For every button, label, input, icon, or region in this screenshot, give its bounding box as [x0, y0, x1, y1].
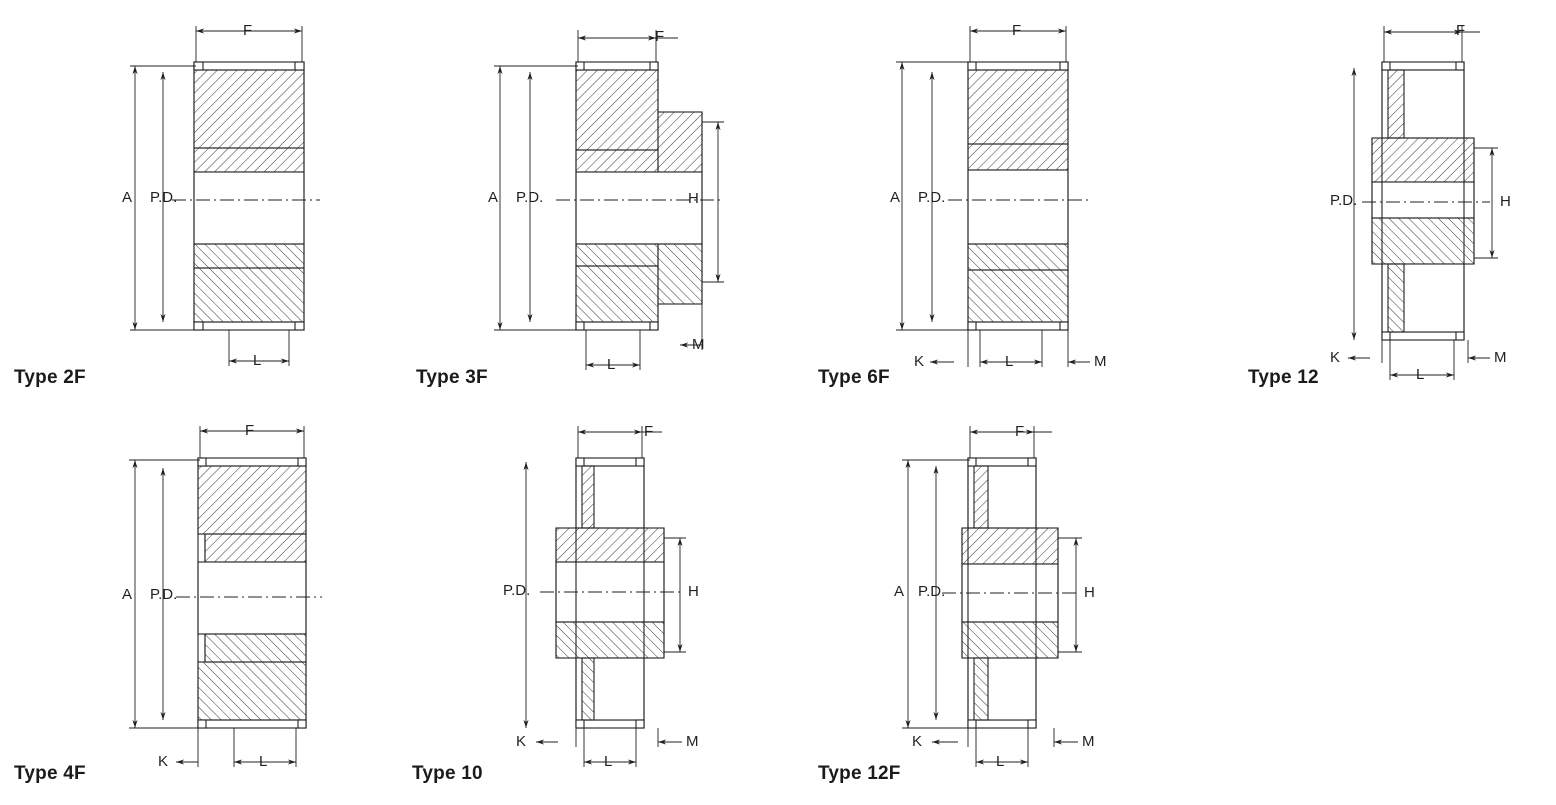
diagram-type-6f	[790, 0, 1190, 400]
diagram-type-2f	[0, 0, 390, 400]
dim-label-l: L	[253, 352, 262, 369]
dim-label-h: H	[1500, 193, 1511, 210]
type-10-drawing	[390, 400, 790, 805]
dim-label-k: K	[158, 753, 169, 770]
type-4f-drawing	[0, 400, 390, 805]
dim-label-l: L	[607, 356, 616, 373]
dim-label-pd: P.D.	[150, 189, 178, 206]
caption-type-12f: Type 12F	[818, 763, 901, 784]
dim-label-f: F	[243, 22, 253, 39]
diagram-type-3f	[390, 0, 790, 400]
caption-type-2f: Type 2F	[14, 367, 86, 388]
dim-label-f: F	[655, 28, 665, 45]
dim-label-f: F	[1456, 22, 1466, 39]
diagram-type-10	[390, 400, 790, 805]
caption-type-6f: Type 6F	[818, 367, 890, 388]
dim-label-a: A	[122, 189, 133, 206]
dim-label-h: H	[688, 190, 699, 207]
dim-label-f: F	[245, 422, 255, 439]
dim-label-h: H	[1084, 584, 1095, 601]
dim-label-pd: P.D.	[150, 586, 178, 603]
dim-label-k: K	[1330, 349, 1341, 366]
diagram-type-12	[1190, 0, 1556, 400]
dim-label-l: L	[1416, 366, 1425, 383]
dim-label-m: M	[1494, 349, 1507, 366]
dim-label-m: M	[1094, 353, 1107, 370]
type-3f-drawing	[390, 0, 790, 400]
dim-label-h: H	[688, 583, 699, 600]
dim-label-m: M	[1082, 733, 1095, 750]
dim-label-a: A	[894, 583, 905, 600]
dim-label-a: A	[122, 586, 133, 603]
dim-label-f: F	[1015, 423, 1025, 440]
diagram-type-4f	[0, 400, 390, 805]
caption-type-12: Type 12	[1248, 367, 1319, 388]
dim-label-a: A	[488, 189, 499, 206]
dim-label-a: A	[890, 189, 901, 206]
dim-label-f: F	[1012, 22, 1022, 39]
caption-type-3f: Type 3F	[416, 367, 488, 388]
dim-label-m: M	[692, 336, 705, 353]
type-6f-drawing	[790, 0, 1190, 400]
dim-label-l: L	[604, 753, 613, 770]
dim-label-pd: P.D.	[1330, 192, 1358, 209]
dim-label-pd: P.D.	[918, 189, 946, 206]
dim-label-m: M	[686, 733, 699, 750]
type-2f-drawing	[0, 0, 390, 400]
type-12f-drawing	[790, 400, 1190, 805]
dim-label-pd: P.D.	[516, 189, 544, 206]
diagram-type-12f	[790, 400, 1190, 805]
dim-label-f: F	[644, 423, 654, 440]
caption-type-10: Type 10	[412, 763, 483, 784]
dim-label-pd: P.D.	[918, 583, 946, 600]
dim-label-k: K	[914, 353, 925, 370]
dim-label-l: L	[259, 753, 268, 770]
dim-label-l: L	[1005, 353, 1014, 370]
dim-label-k: K	[912, 733, 923, 750]
dim-label-l: L	[996, 753, 1005, 770]
dim-label-pd: P.D.	[503, 582, 531, 599]
dim-label-k: K	[516, 733, 527, 750]
caption-type-4f: Type 4F	[14, 763, 86, 784]
